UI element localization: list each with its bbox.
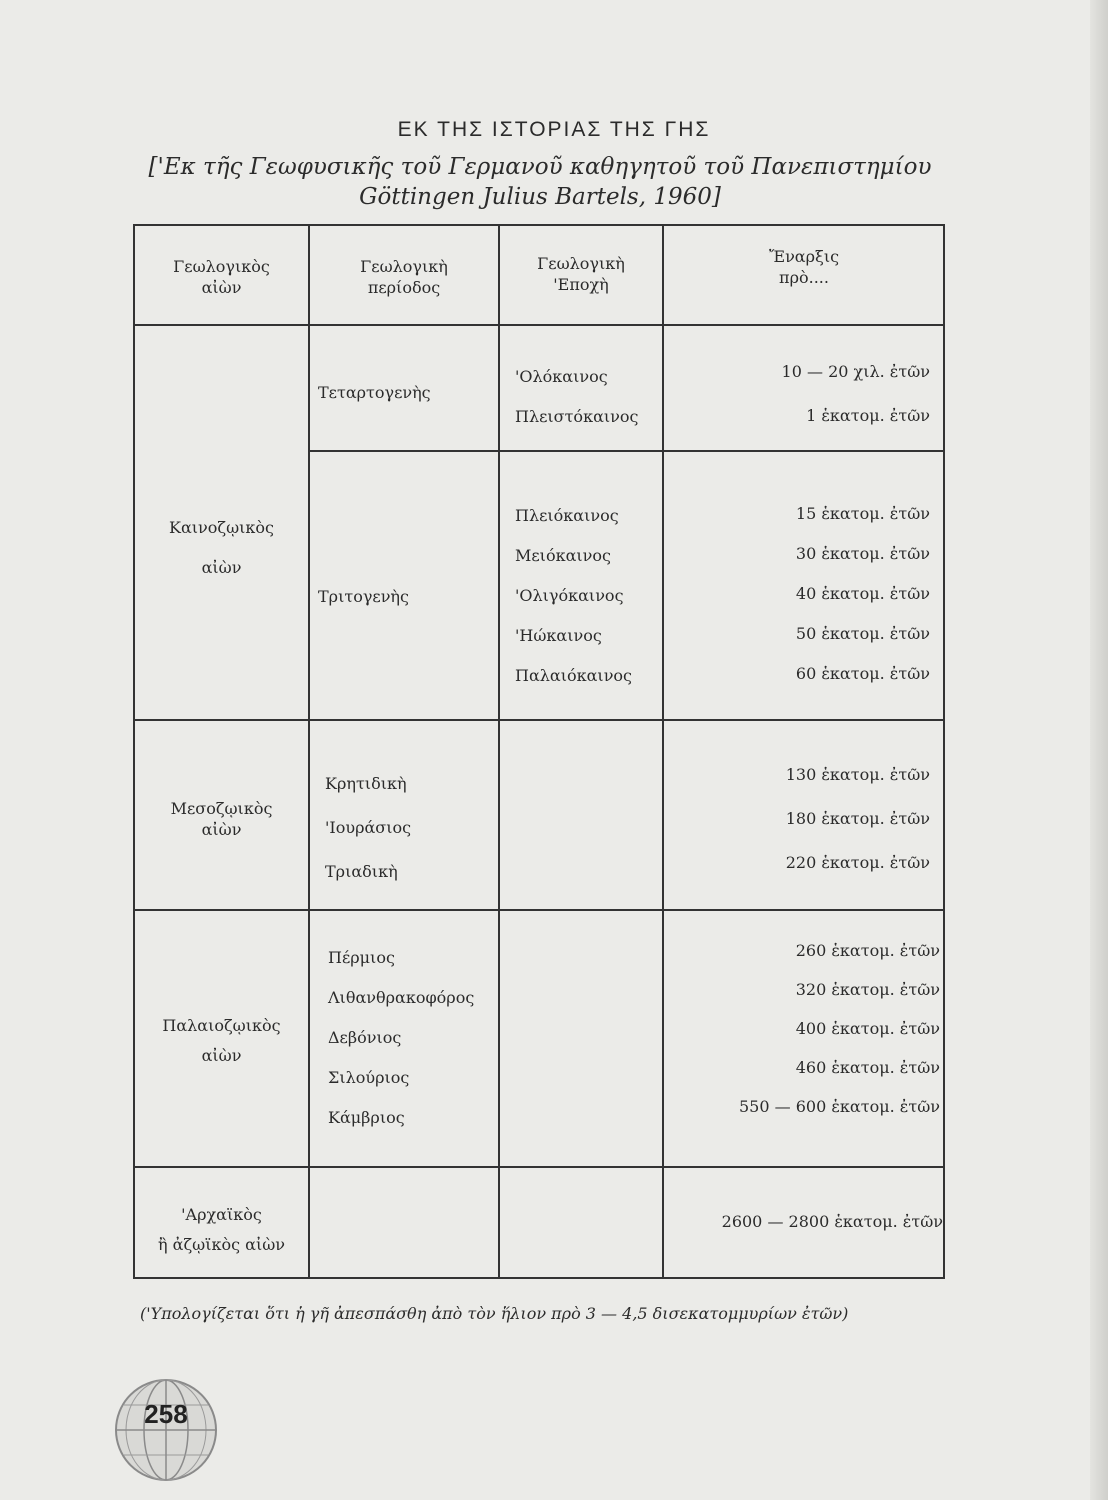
period-item: Κάμβριος — [328, 1108, 405, 1127]
tertiary-period: Τριτογενὴς — [318, 587, 409, 606]
source-line-1: ['Εκ τῆς Γεωφυσικῆς τοῦ Γερμανοῦ καθηγητοῦ τοῦ Πανεπιστημίου — [148, 154, 932, 180]
footnote: ('Υπολογίζεται ὅτι ἡ γῆ ἀπεσπάσθη ἀπὸ τὸν ἥλιον πρὸ 3 — 4,5 δισεκατομμυρίων ἐτῶν) — [140, 1304, 849, 1323]
archaic-aeon: 'Αρχαϊκὸς ἢ ἀζῳϊκὸς αἰὼν — [158, 1205, 285, 1254]
row-divider — [135, 909, 943, 911]
start-value: 400 ἑκατομ. ἐτῶν — [795, 1019, 940, 1038]
quaternary-period: Τεταρτογενὴς — [318, 383, 431, 402]
header-epoch: Γεωλογικὴ 'Εποχὴ — [537, 254, 625, 294]
row-divider — [135, 1166, 943, 1168]
column-divider — [662, 226, 664, 1277]
paleozoic-aeon: Παλαιοζῳικὸς αἰὼν — [162, 1016, 281, 1065]
period-item: Λιθανθρακοφόρος — [328, 988, 475, 1007]
tertiary-starts — [675, 494, 930, 694]
period-item: Σιλούριος — [328, 1068, 410, 1087]
start-value: 1 ἑκατομ. ἐτῶν — [806, 406, 930, 425]
epoch-item: Πλειστόκαινος — [515, 407, 639, 426]
quaternary-starts — [675, 350, 930, 438]
mesozoic-periods — [325, 762, 411, 894]
row-divider — [308, 450, 943, 452]
paleozoic-periods — [328, 938, 474, 1138]
quaternary-epochs — [515, 357, 638, 437]
period-item: Τριαδικὴ — [325, 862, 398, 881]
epoch-item: 'Ηώκαινος — [515, 626, 602, 645]
page-edge-shadow — [1090, 0, 1108, 1500]
period-item: 'Ιουράσιος — [325, 818, 412, 837]
page-number: 258 — [144, 1399, 188, 1429]
source-citation — [110, 152, 970, 212]
start-value: 550 — 600 ἑκατομ. ἐτῶν — [739, 1097, 940, 1116]
cenozoic-aeon: Καινοζῳικὸς αἰὼν — [169, 518, 274, 577]
epoch-item: 'Ολιγόκαινος — [515, 586, 624, 605]
start-value: 60 ἑκατομ. ἐτῶν — [795, 664, 930, 683]
header-aeon: Γεωλογικὸς αἰὼν — [173, 257, 270, 297]
paleozoic-starts — [675, 931, 940, 1126]
start-value: 260 ἑκατομ. ἐτῶν — [795, 941, 940, 960]
period-item: Πέρμιος — [328, 948, 395, 967]
epoch-item: Παλαιόκαινος — [515, 666, 633, 685]
archaic-start: 2600 — 2800 ἑκατομ. ἐτῶν — [721, 1212, 943, 1231]
globe-icon — [112, 1376, 220, 1484]
period-item: Κρητιδικὴ — [325, 774, 407, 793]
start-value: 320 ἑκατομ. ἐτῶν — [795, 980, 940, 999]
start-value: 50 ἑκατομ. ἐτῶν — [795, 624, 930, 643]
tertiary-epochs — [515, 496, 632, 696]
epoch-item: 'Ολόκαινος — [515, 367, 608, 386]
header-period: Γεωλογικὴ περίοδος — [360, 257, 448, 297]
epoch-item: Πλειόκαινος — [515, 506, 619, 525]
header-divider — [135, 324, 943, 326]
column-divider — [308, 226, 310, 1277]
header-start: Ἔναρξις πρὸ.... — [768, 247, 840, 287]
mesozoic-aeon: Μεσοζῳικὸς αἰὼν — [170, 799, 273, 839]
epoch-item: Μειόκαινος — [515, 546, 611, 565]
period-item: Δεβόνιος — [328, 1028, 402, 1047]
start-value: 180 ἑκατομ. ἐτῶν — [785, 809, 930, 828]
page-title: ΕΚ ΤΗΣ ΙΣΤΟΡΙΑΣ ΤΗΣ ΓΗΣ — [397, 118, 711, 141]
start-value: 130 ἑκατομ. ἐτῶν — [785, 765, 930, 784]
start-value: 10 — 20 χιλ. ἐτῶν — [781, 362, 930, 381]
column-divider — [498, 226, 500, 1277]
start-value: 460 ἑκατομ. ἐτῶν — [795, 1058, 940, 1077]
start-value: 220 ἑκατομ. ἐτῶν — [785, 853, 930, 872]
geological-timescale-table — [133, 224, 945, 1279]
start-value: 40 ἑκατομ. ἐτῶν — [795, 584, 930, 603]
start-value: 15 ἑκατομ. ἐτῶν — [795, 504, 930, 523]
mesozoic-starts — [675, 753, 930, 885]
source-line-2: Göttingen Julius Bartels, 1960] — [359, 184, 721, 210]
row-divider — [135, 719, 943, 721]
start-value: 30 ἑκατομ. ἐτῶν — [795, 544, 930, 563]
